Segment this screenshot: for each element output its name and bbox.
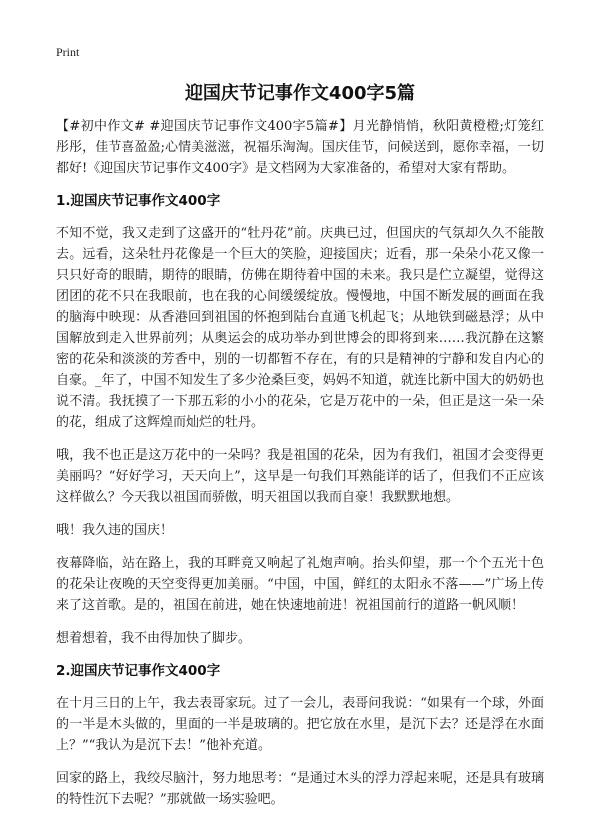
section-1-paragraph-3: 哦！我久违的国庆！ bbox=[56, 523, 174, 538]
section-heading-2: 2.迎国庆节记事作文400字 bbox=[56, 663, 221, 679]
section-1-paragraph-1: 不知不觉，我又走到了这盛开的“牡丹花”前。庆典已过，但国庆的气氛却久久不能散去。远看，这朵牡丹花像是一个巨大的笑脸，迎接国庆；近看，那一朵朵小花又像一只只好奇的眼睛，期待的眼睛，仿佛在期待着中国的未来。我只是伫立凝望，觉得这团团的花不只在我眼前，也在我的心间缓缓绽放。慢慢地，中国不断发展的画面在我的脑海中映现：从香港回到祖国的怀抱到陆台直通飞机起飞；从地铁到磁悬浮；从中国解放到走入世界前列；从奥运会的成功举办到世博会的即将到来……我沉静在这繁密的花朵和淡淡的芳香中，别的一切都暂不存在，有的只是精神的宁静和发自内心的自豪。_年了，中国不知发生了多少沧桑巨变，妈妈不知道，就连比新中国大的奶奶也说不清。我抚摸了一下那五彩的小小的花朵，它是万花中的一朵，但正是这一朵一朵的花，组成了这辉煌而灿烂的牡丹。 bbox=[56, 226, 544, 430]
section-1-paragraph-4: 夜幕降临，站在路上，我的耳畔竟又响起了礼炮声响。抬头仰望，那一个个五光十色的花朵让夜晚的天空变得更加美丽。“中国，中国，鲜红的太阳永不落——”广场上传来了这首歌。是的，祖国在前进，她在快速地前进！祝祖国前行的道路一帆风顺！ bbox=[56, 556, 544, 613]
print-link[interactable]: Print bbox=[56, 45, 80, 59]
intro-paragraph: 【#初中作文# #迎国庆节记事作文400字5篇#】月光静悄悄，秋阳黄橙橙;灯笼红彤彤，佳节喜盈盈;心情美滋滋，祝福乐淘淘。国庆佳节，问候送到，愿你幸福，一切都好!《迎国庆节记事作文400字》是文档网为大家准备的，希望对大家有帮助。 bbox=[56, 119, 544, 176]
section-2-paragraph-2: 回家的路上，我绞尽脑汁，努力地思考：“是通过木头的浮力浮起来呢，还是具有玻璃的特性沉下去呢？”那就做一场实验吧。 bbox=[56, 771, 544, 807]
section-2-paragraph-1: 在十月三日的上午，我去表哥家玩。过了一会儿，表哥问我说：“如果有一个球，外面的一半是木头做的，里面的一半是玻璃的。把它放在水里，是沉下去？还是浮在水面上？”“我认为是沉下去！”他补充道。 bbox=[56, 696, 544, 753]
section-1-paragraph-5: 想着想着，我不由得加快了脚步。 bbox=[56, 631, 252, 646]
section-1-paragraph-2: 哦，我不也正是这万花中的一朵吗？我是祖国的花朵，因为有我们，祖国才会变得更美丽吗？“好好学习，天天向上”，这早是一句我们耳熟能详的话了，但我们不正应该这样做么？今天我以祖国而骄傲，明天祖国以我而自豪！我默默地想。 bbox=[56, 448, 544, 505]
page-title: 迎国庆节记事作文400字5篇 bbox=[184, 83, 416, 104]
section-heading-1: 1.迎国庆节记事作文400字 bbox=[56, 193, 221, 209]
